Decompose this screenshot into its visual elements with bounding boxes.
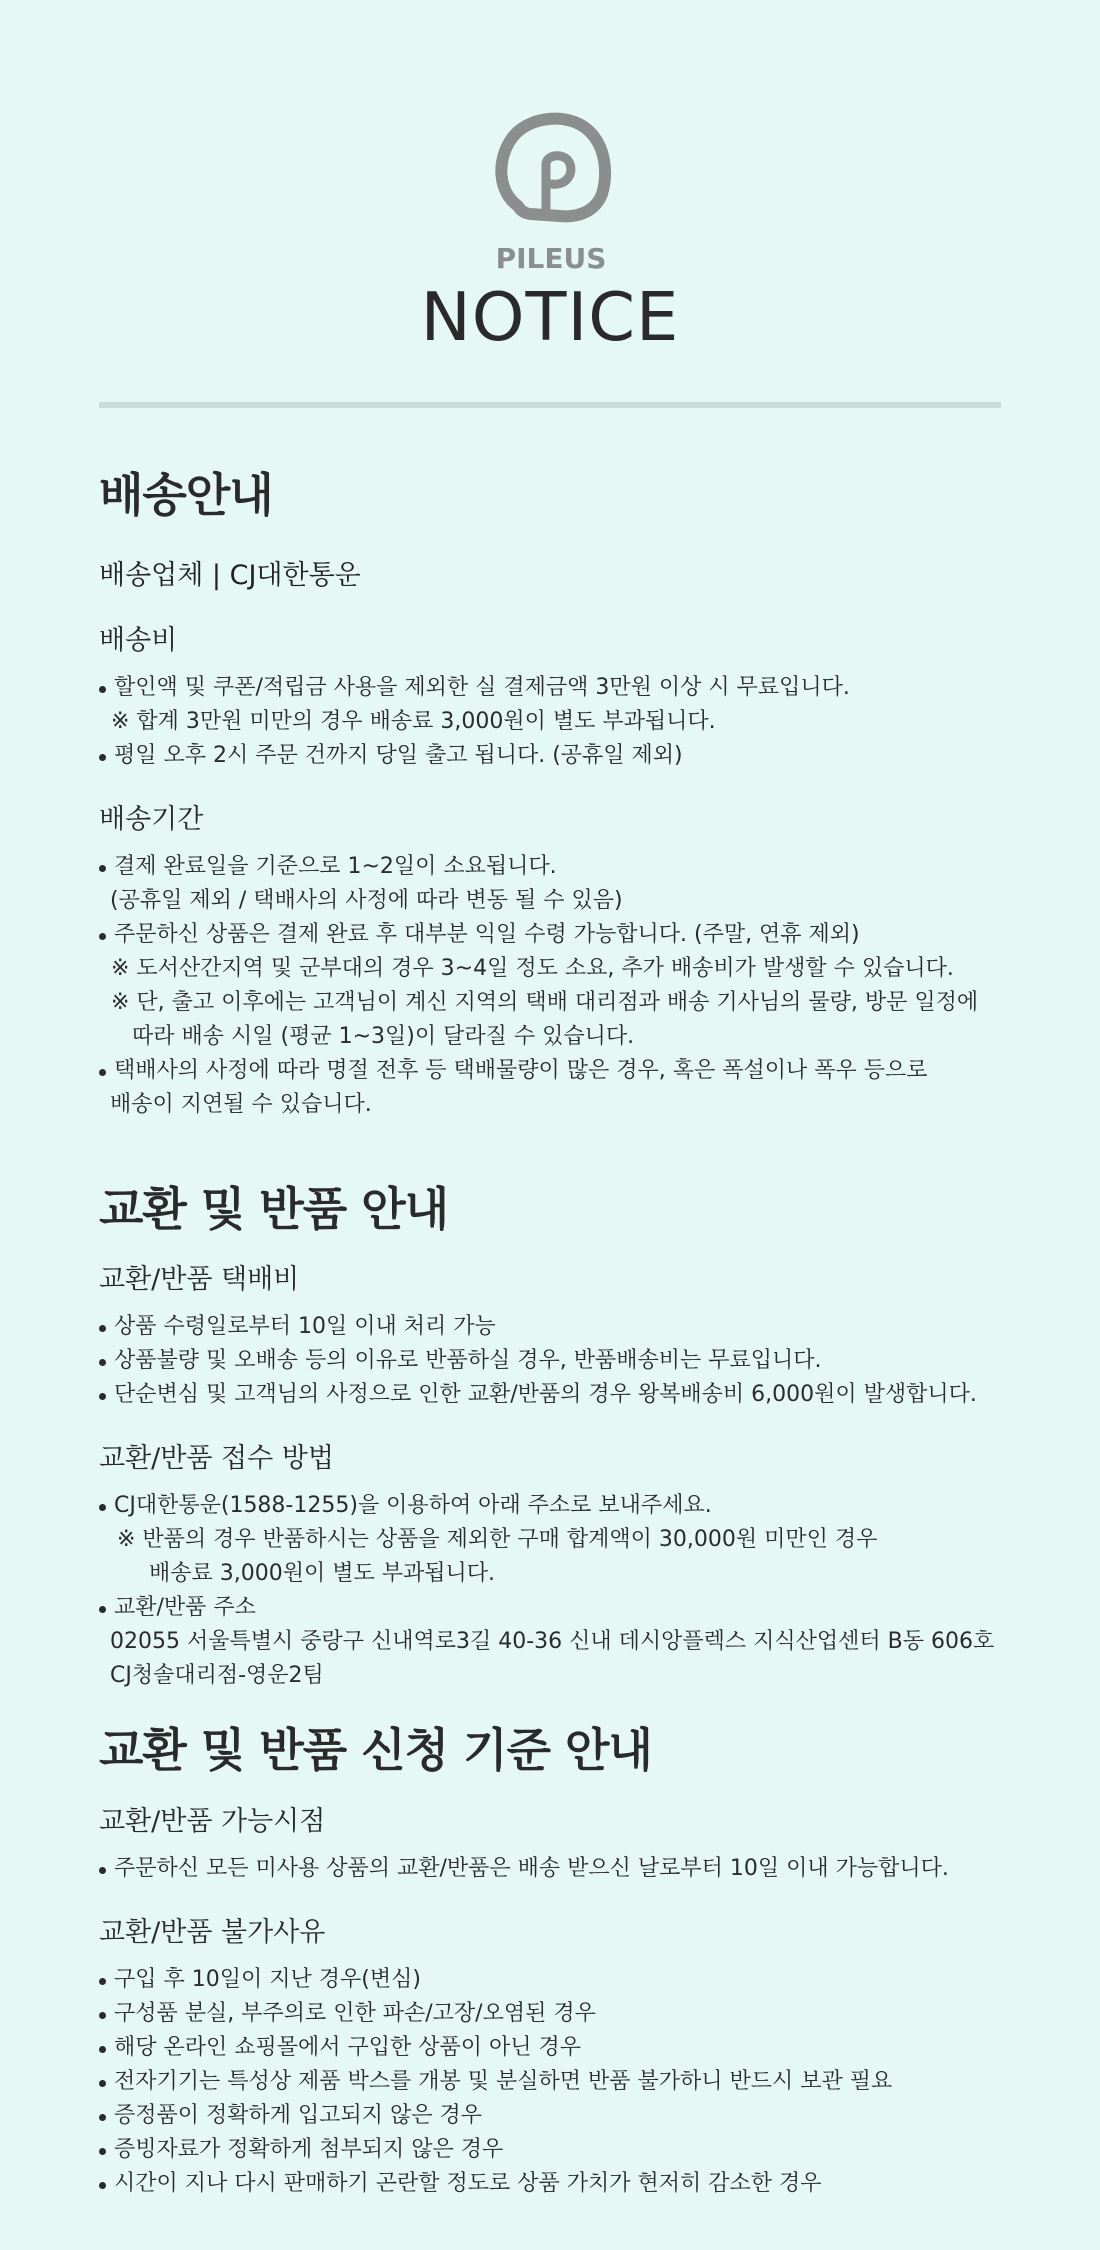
- title-divider: [99, 402, 1001, 408]
- list-item: 상품불량 및 오배송 등의 이유로 반품하실 경우, 반품배송비는 무료입니다.: [99, 1344, 1019, 1378]
- list-item: 주문하신 모든 미사용 상품의 교환/반품은 배송 받으신 날로부터 10일 이내 가능합니다.: [99, 1852, 1019, 1886]
- list-item: 상품 수령일로부터 10일 이내 처리 가능: [99, 1310, 1019, 1344]
- criteria-section: [99, 1723, 1019, 2200]
- exchange-fee-title: 교환/반품 택배비: [99, 1264, 300, 1296]
- pileus-logo: [490, 108, 612, 276]
- list-item: 증정품이 정확하게 입고되지 않은 경우: [99, 2099, 1019, 2133]
- return-address: 02055 서울특별시 중랑구 신내역로3길 40-36 신내 데시앙플렉스 지식산업센터 B동 606호: [110, 1629, 995, 1655]
- list-item: ※ 단, 출고 이후에는 고객님이 계신 지역의 택배 대리점과 배송 기사님의 물량, 방문 일정에: [111, 990, 979, 1016]
- list-item: 전자기기는 특성상 제품 박스를 개봉 및 분실하면 반품 불가하니 반드시 보관 필요: [99, 2065, 1019, 2099]
- list-item: CJ대한통운(1588-1255)을 이용하여 아래 주소로 보내주세요.: [99, 1489, 1019, 1523]
- section-title-criteria: 교환 및 반품 신청 기준 안내: [99, 1723, 652, 1778]
- section-title-delivery: 배송안내: [99, 468, 273, 522]
- section-title-exchange: 교환 및 반품 안내: [99, 1182, 449, 1237]
- criteria-impossible-list: [99, 1963, 1019, 2201]
- list-item: 따라 배송 시일 (평균 1~3일)이 달라질 수 있습니다.: [132, 1024, 635, 1050]
- delivery-fee-title: 배송비: [99, 625, 178, 657]
- list-item: 평일 오후 2시 주문 건까지 당일 출고 됩니다. (공휴일 제외): [99, 739, 1019, 773]
- logo-wordmark: PILEUS: [495, 242, 607, 275]
- list-item: ※ 도서산간지역 및 군부대의 경우 3~4일 정도 소요, 추가 배송비가 발생할 수 있습니다.: [111, 956, 954, 982]
- exchange-method-title: 교환/반품 접수 방법: [99, 1443, 334, 1475]
- delivery-period-title: 배송기간: [99, 804, 204, 836]
- exchange-method-list: [99, 1489, 1019, 1693]
- list-item: 할인액 및 쿠폰/적립금 사용을 제외한 실 결제금액 3만원 이상 시 무료입니다.: [99, 671, 1019, 705]
- list-item: 배송료 3,000원이 별도 부과됩니다.: [149, 1561, 495, 1587]
- list-item: 주문하신 상품은 결제 완료 후 대부분 익일 수령 가능합니다. (주말, 연휴 제외): [99, 918, 1019, 952]
- exchange-fee-list: [99, 1310, 1019, 1412]
- list-item: 배송이 지연될 수 있습니다.: [110, 1092, 372, 1118]
- delivery-vendor: 배송업체 | CJ대한통운: [99, 560, 361, 592]
- delivery-section: [99, 468, 1019, 1122]
- criteria-possible-title: 교환/반품 가능시점: [99, 1805, 326, 1837]
- list-item: 결제 완료일을 기준으로 1~2일이 소요됩니다.: [99, 850, 1019, 884]
- list-item: 시간이 지나 다시 판매하기 곤란할 정도로 상품 가치가 현저히 감소한 경우: [99, 2167, 1019, 2201]
- list-item: 해당 온라인 쇼핑몰에서 구입한 상품이 아닌 경우: [99, 2031, 1019, 2065]
- return-agency: CJ청솔대리점-영운2팀: [110, 1663, 324, 1689]
- list-item: (공휴일 제외 / 택배사의 사정에 따라 변동 될 수 있음): [110, 888, 623, 914]
- list-item: ※ 반품의 경우 반품하시는 상품을 제외한 구매 합계액이 30,000원 미만인 경우: [117, 1527, 878, 1553]
- list-item: 교환/반품 주소: [99, 1591, 1019, 1625]
- list-item: 구입 후 10일이 지난 경우(변심): [99, 1963, 1019, 1997]
- list-item: 구성품 분실, 부주의로 인한 파손/고장/오염된 경우: [99, 1997, 1019, 2031]
- list-item: 단순변심 및 고객님의 사정으로 인한 교환/반품의 경우 왕복배송비 6,000원이 발생합니다.: [99, 1378, 1019, 1412]
- criteria-impossible-title: 교환/반품 불가사유: [99, 1916, 326, 1948]
- exchange-section: [99, 1182, 1019, 1693]
- list-item: ※ 합계 3만원 미만의 경우 배송료 3,000원이 별도 부과됩니다.: [111, 709, 716, 735]
- criteria-possible-list: [99, 1852, 1019, 1886]
- notice-content: [99, 468, 1019, 2201]
- list-item: 증빙자료가 정확하게 첨부되지 않은 경우: [99, 2133, 1019, 2167]
- list-item: 택배사의 사정에 따라 명절 전후 등 택배물량이 많은 경우, 혹은 폭설이나 폭우 등으로: [99, 1054, 1019, 1088]
- page-title: NOTICE: [420, 278, 680, 356]
- delivery-fee-list: [99, 671, 1019, 773]
- delivery-period-list: [99, 850, 1019, 1122]
